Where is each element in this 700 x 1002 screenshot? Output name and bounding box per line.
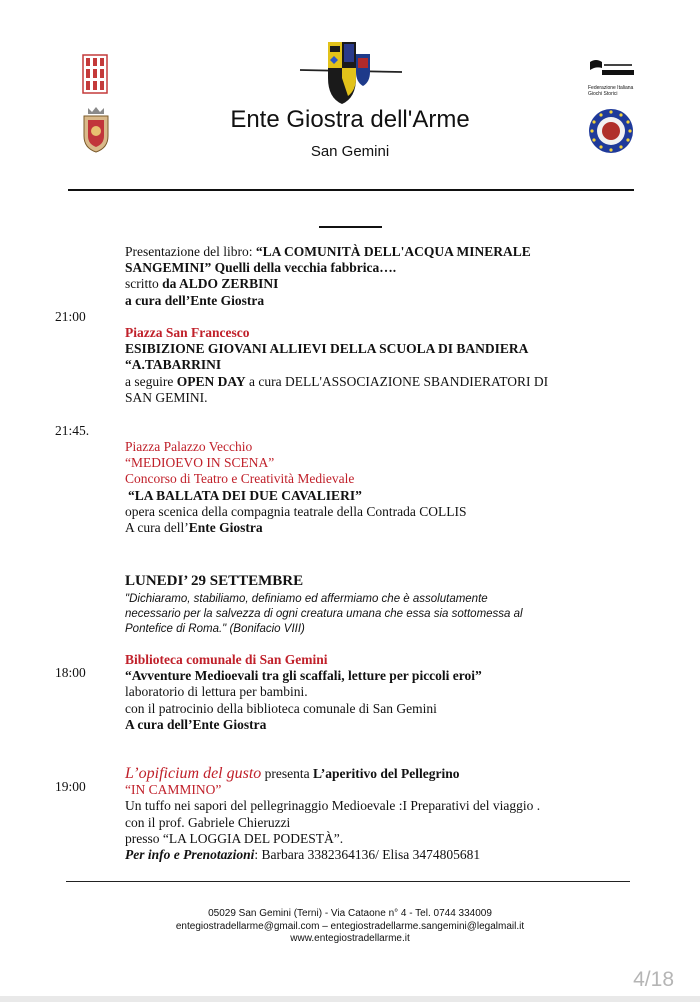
viewer-bottom-bar (0, 996, 700, 1002)
event-time: 21:45. (55, 423, 90, 438)
page-indicator: 4/18 (633, 968, 674, 991)
organization-title: Ente Giostra dell'Arme (230, 106, 470, 133)
day-quote: "Dichiaramo, stabiliamo, definiamo ed affermiamo che è assolutamente necessario per la salvezza di ogni creatura umana che essa sia sottomessa al Pontefice di Roma." (Bonifacio VIII) (125, 593, 523, 635)
giostra-shield-logo (298, 38, 404, 106)
flag-school-event-block: Piazza San Francesco ESIBIZIONE GIOVANI ALLIEVI DELLA SCUOLA DI BANDIERA “A.TABARRINI a seguire OPEN DAY a cura DELL'ASSOCIAZIONE SBANDIERATORI DI SAN GEMINI. (125, 325, 549, 405)
footer-address: 05029 San Gemini (Terni) - Via Cataone n° 4 - Tel. 0744 334009 (208, 908, 492, 919)
footer-contacts (0, 908, 700, 946)
header-short-divider (319, 226, 382, 228)
book-presentation-block: Presentazione del libro: “LA COMUNITÀ DELL'ACQUA MINERALE SANGEMINI” Quelli della vecchia fabbrica…. scritto da ALDO ZERBINI a cura dell’Ente Giostra (125, 244, 531, 308)
event-location: Piazza Palazzo Vecchio (125, 439, 253, 454)
footer-divider (66, 881, 630, 882)
fitar-logo-text: Federazione Italiana Giochi Storici (588, 85, 634, 97)
footer-emails: entegiostradellarme@gmail.com – entegiostradellarme.sangemini@legalmail.it (175, 920, 525, 932)
event-location: Piazza San Francesco (125, 325, 250, 340)
theatre-event-block: Piazza Palazzo Vecchio “MEDIOEVO IN SCENA” Concorso di Teatro e Creatività Medievale “LA BALLATA DEI DUE CAVALIERI” opera scenica della compagnia teatrale della Contrada COLLIS A cura dell’Ente Giostra (125, 439, 467, 536)
event-location: Biblioteca comunale di San Gemini (125, 652, 328, 667)
event-time: 18:00 (55, 665, 86, 680)
event-time: 21:00 (55, 309, 86, 324)
organization-subtitle: San Gemini (310, 143, 390, 160)
header-divider (68, 189, 634, 191)
coat-of-arms-red-logo (82, 54, 108, 94)
day-heading: LUNEDI’ 29 SETTEMBRE (125, 573, 304, 589)
footer-website: www.entegiostradellarme.it (290, 933, 410, 944)
aperitif-event-block: L’opificium del gusto presenta L’aperitivo del Pellegrino “IN CAMMINO” Un tuffo nei sapori del pellegrinaggio Medioevale :I Preparativi del viaggio . con il prof. Gabriele Chieruzzi presso “LA LOGGIA DEL PODESTÀ”. Per info e Prenotazioni: Barbara 3382364136/ Elisa 3474805681 (125, 765, 541, 863)
fitar-logo (588, 58, 638, 97)
event-time: 19:00 (55, 779, 86, 794)
library-event-block: Biblioteca comunale di San Gemini “Avventure Medioevali tra gli scaffali, letture per piccoli eroi” laboratorio di lettura per bambini. con il patrocinio della biblioteca comunale di San Gemini A cura dell’Ente Giostra (125, 652, 482, 732)
